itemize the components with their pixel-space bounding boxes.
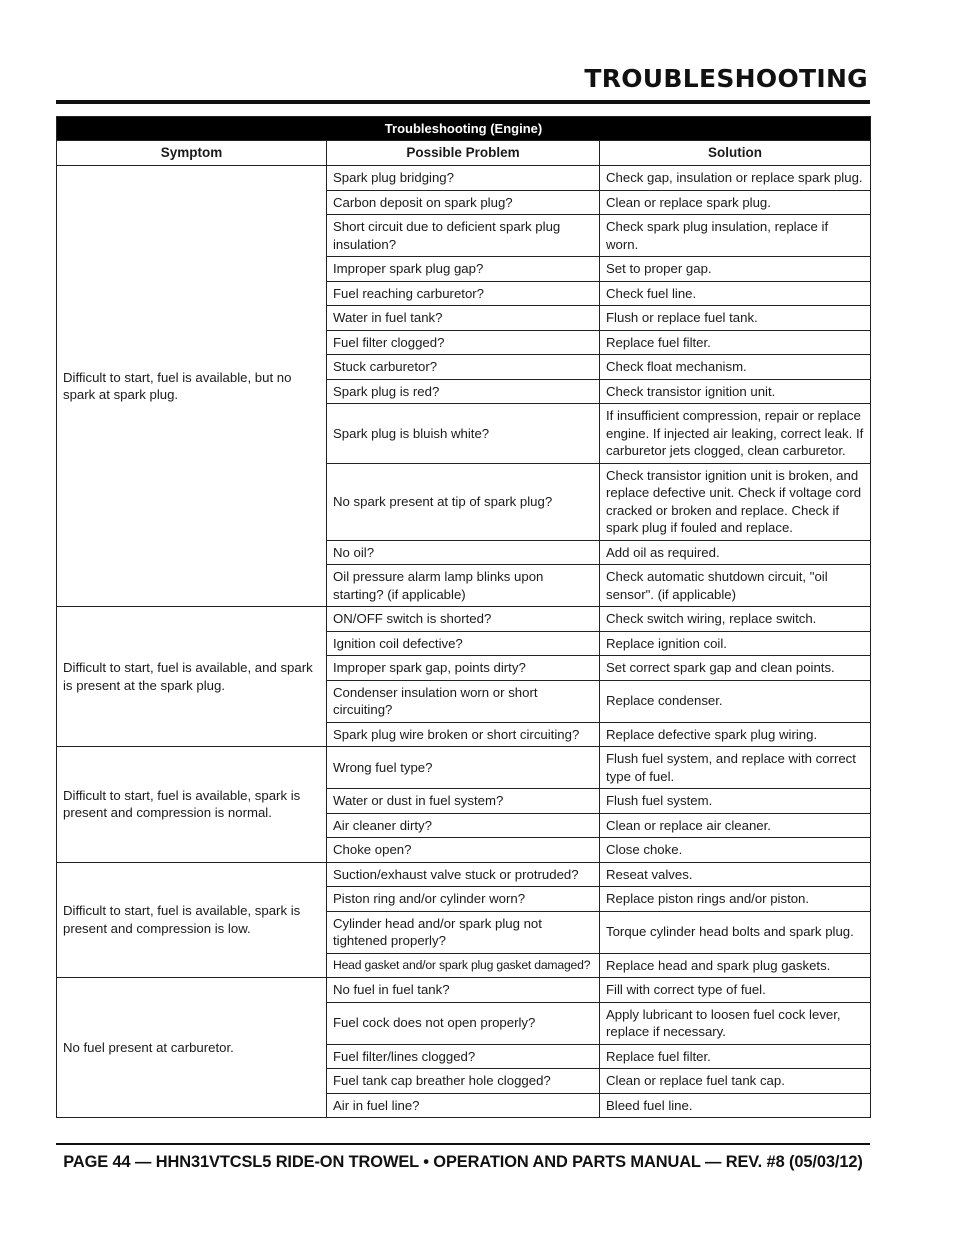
solution-cell: Close choke. — [600, 838, 871, 863]
table-body — [57, 166, 871, 1118]
problem-cell: Spark plug is red? — [327, 379, 600, 404]
problem-cell: Fuel tank cap breather hole clogged? — [327, 1069, 600, 1094]
solution-cell: Reseat valves. — [600, 862, 871, 887]
solution-cell: Clean or replace air cleaner. — [600, 813, 871, 838]
problem-cell: No fuel in fuel tank? — [327, 978, 600, 1003]
problem-cell: Oil pressure alarm lamp blinks upon starting? (if applicable) — [327, 565, 600, 607]
problem-cell: Improper spark gap, points dirty? — [327, 656, 600, 681]
solution-cell: Check switch wiring, replace switch. — [600, 607, 871, 632]
solution-cell: Replace fuel filter. — [600, 330, 871, 355]
solution-cell: Check float mechanism. — [600, 355, 871, 380]
table-row — [57, 862, 871, 887]
symptom-cell: Difficult to start, fuel is available, but no spark at spark plug. — [57, 166, 327, 607]
solution-cell: Replace condenser. — [600, 680, 871, 722]
problem-cell: Air in fuel line? — [327, 1093, 600, 1118]
solution-cell: Flush fuel system. — [600, 789, 871, 814]
table-row — [57, 747, 871, 789]
problem-cell: Stuck carburetor? — [327, 355, 600, 380]
table-row — [57, 978, 871, 1003]
solution-cell: Replace piston rings and/or piston. — [600, 887, 871, 912]
problem-cell: Fuel cock does not open properly? — [327, 1002, 600, 1044]
problem-cell: No spark present at tip of spark plug? — [327, 463, 600, 540]
problem-cell: ON/OFF switch is shorted? — [327, 607, 600, 632]
problem-cell: Wrong fuel type? — [327, 747, 600, 789]
problem-cell: Ignition coil defective? — [327, 631, 600, 656]
solution-cell: Check transistor ignition unit. — [600, 379, 871, 404]
symptom-cell: No fuel present at carburetor. — [57, 978, 327, 1118]
table-caption-row — [57, 117, 871, 141]
table-caption: Troubleshooting (Engine) — [57, 117, 871, 141]
solution-cell: Apply lubricant to loosen fuel cock lever, replace if necessary. — [600, 1002, 871, 1044]
problem-cell: Piston ring and/or cylinder worn? — [327, 887, 600, 912]
problem-cell: Fuel reaching carburetor? — [327, 281, 600, 306]
troubleshooting-table — [56, 116, 871, 1118]
solution-cell: Set correct spark gap and clean points. — [600, 656, 871, 681]
solution-cell: Add oil as required. — [600, 540, 871, 565]
table-row — [57, 607, 871, 632]
solution-cell: Torque cylinder head bolts and spark plug. — [600, 911, 871, 953]
page-footer: PAGE 44 — HHN31VTCSL5 RIDE-ON TROWEL • OPERATION AND PARTS MANUAL — REV. #8 (05/03/12) — [63, 1153, 863, 1171]
symptom-cell: Difficult to start, fuel is available, spark is present and compression is normal. — [57, 747, 327, 863]
problem-cell: Short circuit due to deficient spark plug insulation? — [327, 215, 600, 257]
header-symptom: Symptom — [57, 141, 327, 166]
problem-cell: Suction/exhaust valve stuck or protruded? — [327, 862, 600, 887]
solution-cell: Clean or replace spark plug. — [600, 190, 871, 215]
solution-cell: Flush or replace fuel tank. — [600, 306, 871, 331]
problem-cell: Improper spark plug gap? — [327, 257, 600, 282]
solution-cell: Replace defective spark plug wiring. — [600, 722, 871, 747]
symptom-cell: Difficult to start, fuel is available, spark is present and compression is low. — [57, 862, 327, 978]
solution-cell: Check spark plug insulation, replace if worn. — [600, 215, 871, 257]
table-row — [57, 166, 871, 191]
solution-cell: Flush fuel system, and replace with correct type of fuel. — [600, 747, 871, 789]
table-header-row — [57, 141, 871, 166]
problem-cell: Spark plug wire broken or short circuiting? — [327, 722, 600, 747]
solution-cell: Check automatic shutdown circuit, "oil sensor". (if applicable) — [600, 565, 871, 607]
solution-cell: Check fuel line. — [600, 281, 871, 306]
footer-divider — [56, 1143, 870, 1145]
symptom-cell: Difficult to start, fuel is available, and spark is present at the spark plug. — [57, 607, 327, 747]
solution-cell: If insufficient compression, repair or replace engine. If injected air leaking, correct leak. If carburetor jets clogged, clean carburetor. — [600, 404, 871, 464]
problem-cell: Air cleaner dirty? — [327, 813, 600, 838]
problem-cell: Choke open? — [327, 838, 600, 863]
solution-cell: Replace head and spark plug gaskets. — [600, 953, 871, 978]
problem-cell: Water or dust in fuel system? — [327, 789, 600, 814]
problem-cell: No oil? — [327, 540, 600, 565]
solution-cell: Replace fuel filter. — [600, 1044, 871, 1069]
problem-cell: Spark plug bridging? — [327, 166, 600, 191]
problem-cell: Carbon deposit on spark plug? — [327, 190, 600, 215]
problem-cell: Head gasket and/or spark plug gasket damaged? — [327, 953, 600, 978]
solution-cell: Fill with correct type of fuel. — [600, 978, 871, 1003]
problem-cell: Condenser insulation worn or short circuiting? — [327, 680, 600, 722]
solution-cell: Check gap, insulation or replace spark plug. — [600, 166, 871, 191]
solution-cell: Bleed fuel line. — [600, 1093, 871, 1118]
page-title: TROUBLESHOOTING — [584, 64, 868, 93]
header-possible-problem: Possible Problem — [327, 141, 600, 166]
solution-cell: Replace ignition coil. — [600, 631, 871, 656]
header-solution: Solution — [600, 141, 871, 166]
problem-cell: Fuel filter clogged? — [327, 330, 600, 355]
solution-cell: Clean or replace fuel tank cap. — [600, 1069, 871, 1094]
problem-cell: Fuel filter/lines clogged? — [327, 1044, 600, 1069]
problem-cell: Water in fuel tank? — [327, 306, 600, 331]
solution-cell: Set to proper gap. — [600, 257, 871, 282]
solution-cell: Check transistor ignition unit is broken, and replace defective unit. Check if voltage cord cracked or broken and replace. Check if spark plug if fouled and replace. — [600, 463, 871, 540]
problem-cell: Spark plug is bluish white? — [327, 404, 600, 464]
title-divider — [56, 100, 870, 104]
problem-cell: Cylinder head and/or spark plug not tightened properly? — [327, 911, 600, 953]
